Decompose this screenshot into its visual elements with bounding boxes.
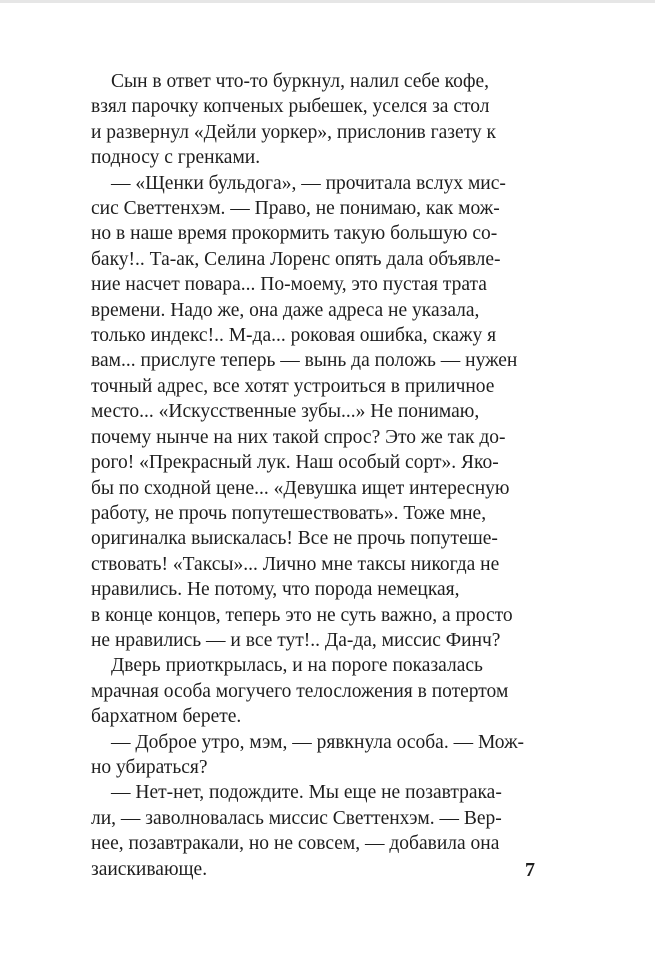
text-line: не нравились — и все тут!.. Да-да, миссис Финч? [91, 629, 501, 651]
page-top-edge [0, 0, 655, 3]
text-line: вам... прислуге теперь — вынь да положь — нужен [91, 350, 518, 372]
text-line: — Доброе утро, мэм, — рявкнула особа. — Мож- [111, 731, 525, 753]
text-line: точный адрес, все хотят устроиться в приличное [91, 375, 495, 397]
paragraph-5 [91, 780, 547, 882]
text-line: в конце концов, теперь это не суть важно, а просто [91, 604, 513, 626]
text-line: взял парочку копченых рыбешек, уселся за стол [91, 96, 490, 118]
text-line: времени. Надо же, она даже адреса не указала, [91, 299, 480, 321]
text-line: но в наше время прокормить такую большую со- [91, 223, 498, 245]
text-line: почему нынче на них такой спрос? Это же так до- [91, 426, 506, 448]
text-line: мрачная особа могучего телосложения в потертом [91, 680, 509, 702]
text-line: Сын в ответ что-то буркнул, налил себе кофе, [111, 71, 490, 92]
text-line: ствовать! «Таксы»... Лично мне таксы никогда не [91, 553, 500, 575]
text-line: заискивающе. [91, 858, 208, 880]
text-line: оригиналка выискалась! Все не прочь попутеше- [91, 528, 498, 550]
text-line: — «Щенки бульдога», — прочитала вслух мис- [111, 172, 506, 194]
text-line: ли, — заволновалась миссис Светтенхэм. — Вер- [91, 807, 502, 829]
text-line: баку!.. Та-ак, Селина Лоренс опять дала объявле- [91, 248, 501, 270]
text-line: работу, не прочь попутешествовать». Тоже мне, [91, 502, 487, 524]
paragraph-2 [91, 171, 547, 654]
text-line: но убираться? [91, 756, 208, 778]
paragraph-1 [91, 69, 547, 171]
text-line: бархатном берете. [91, 706, 242, 728]
text-line: бы по сходной цене... «Девушка ищет интересную [91, 477, 510, 499]
text-line: Дверь приоткрылась, и на пороге показалась [111, 655, 483, 677]
text-line: только индекс!.. М-да... роковая ошибка, скажу я [91, 325, 497, 347]
text-line: и развернул «Дейли уоркер», прислонив газету к [91, 121, 497, 143]
text-line: рого! «Прекрасный лук. Наш особый сорт». Яко- [91, 452, 499, 474]
text-line: место... «Искусственные зубы...» Не понимаю, [91, 401, 480, 423]
text-line: нравились. Не потому, что порода немецкая, [91, 579, 460, 601]
paragraph-4 [91, 730, 547, 781]
paragraph-3 [91, 653, 547, 729]
page-number: 7 [525, 859, 535, 881]
text-line: сис Светтенхэм. — Право, не понимаю, как мож- [91, 198, 500, 220]
text-line: подносу с гренками. [91, 147, 261, 169]
text-line: ние насчет повара... По-моему, это пустая трата [91, 274, 487, 296]
text-line: — Нет-нет, подождите. Мы еще не позавтрака- [111, 782, 502, 804]
page-body-text [91, 69, 547, 882]
text-line: нее, позавтракали, но не совсем, — добавила она [91, 833, 500, 855]
